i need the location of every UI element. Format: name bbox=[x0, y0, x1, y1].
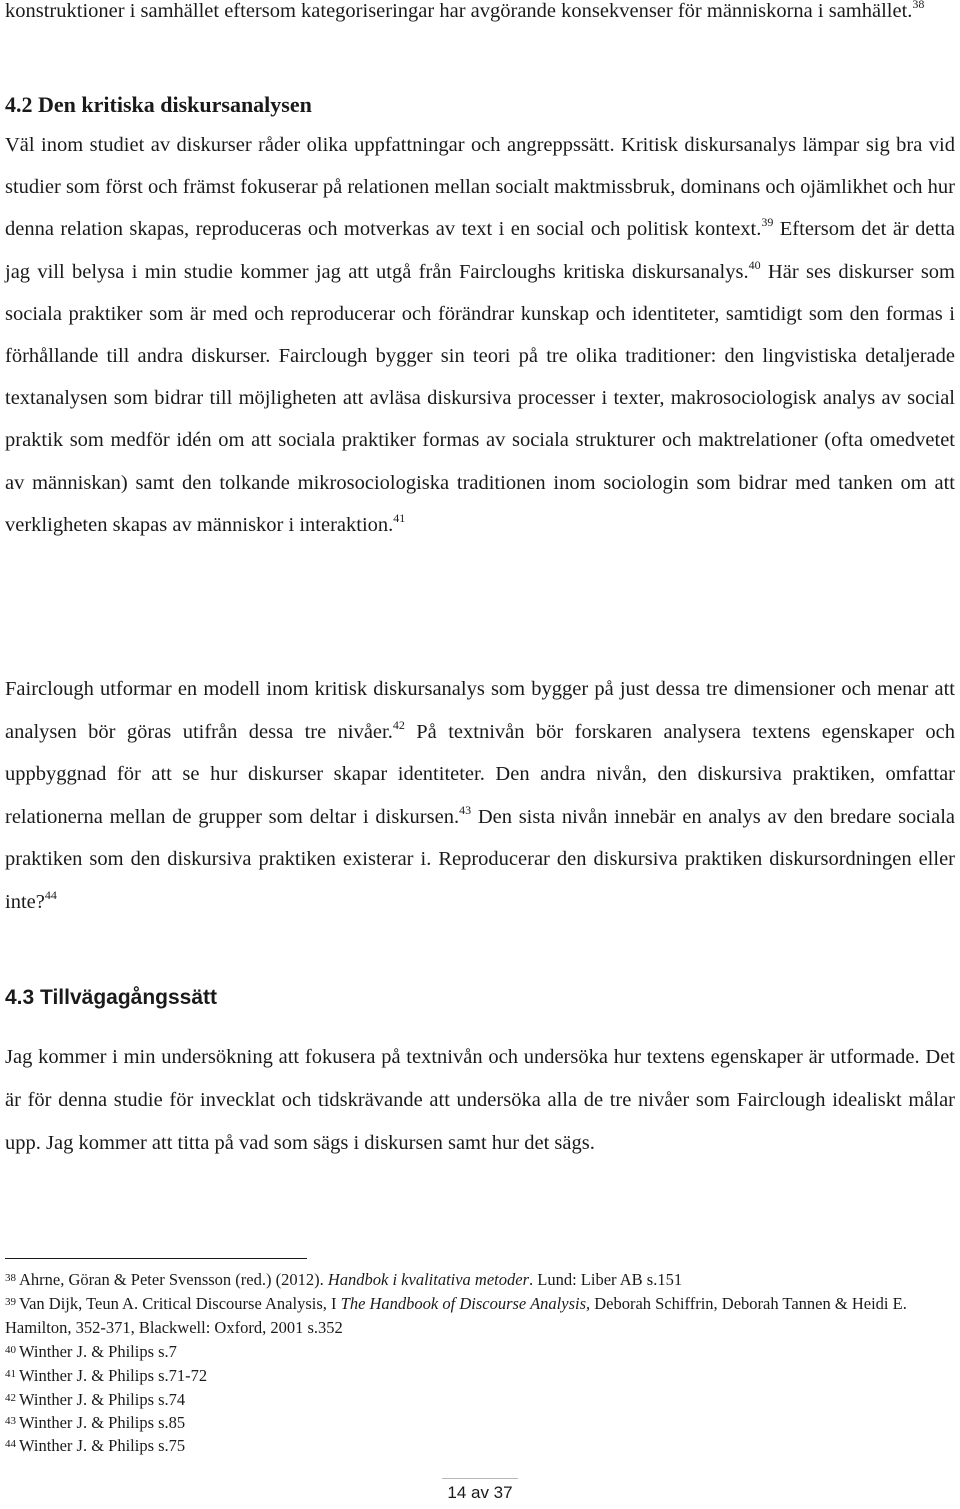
paragraph-intro bbox=[5, 0, 955, 32]
footnote-ref: 44 bbox=[44, 887, 57, 902]
paragraph-text: Den sista nivån innebär en analys av den bredare sociala praktiken som den diskursiva praktiken existerar i. Reproducerar den diskursiva praktiken diskursordningen eller inte? bbox=[5, 805, 955, 913]
footnote-text: Winther J. & Philips s.7 bbox=[19, 1342, 177, 1361]
paragraph-text: Väl inom studiet av diskurser råder olika uppfattningar och angreppssätt. Kritisk diskursanalys lämpar sig bra vid studier som först och främst fokuserar på relationen mellan socialt maktmissbruk, dominans och ojämlikhet och hur denna relation skapas, reproduceras och motverkas av text i en social och politisk kontext. bbox=[5, 134, 955, 241]
section-heading-4-2: 4.2 Den kritiska diskursanalysen bbox=[5, 92, 312, 117]
footnote-ref: 42 bbox=[392, 717, 405, 732]
footnote-ref: 43 bbox=[459, 802, 472, 817]
paragraph-text: På textnivån bör forskaren analysera textens egenskaper och uppbyggnad för att se hur diskurser skapar identiteter. Den andra nivån, den diskursiva praktiken, omfattar relationerna mellan de grupper som deltar i diskursen. bbox=[5, 720, 955, 828]
footnote-text: Ahrne, Göran & Peter Svensson (red.) (2012). bbox=[19, 1270, 328, 1289]
footnote-42 bbox=[5, 1388, 950, 1412]
footnote-text: Van Dijk, Teun A. Critical Discourse Analysis, I bbox=[19, 1294, 341, 1313]
footnote-separator bbox=[5, 1258, 307, 1259]
footnote-ref: 40 bbox=[748, 257, 761, 272]
footnote-number: 42 bbox=[5, 1392, 16, 1404]
footnote-number: 40 bbox=[5, 1344, 16, 1356]
footnote-ref: 38 bbox=[912, 0, 925, 11]
footnote-text: Winther J. & Philips s.75 bbox=[19, 1436, 186, 1455]
footnote-book-title: Handbok i kvalitativa metoder bbox=[327, 1270, 530, 1289]
footnote-number: 44 bbox=[5, 1438, 16, 1450]
footnote-text: Winther J. & Philips s.71-72 bbox=[19, 1366, 208, 1385]
footnote-ref: 39 bbox=[761, 215, 774, 230]
paragraph-text: Fairclough utformar en modell inom kritisk diskursanalys som bygger på just dessa tre dimensioner och menar att analysen bör göras utifrån dessa tre nivåer. bbox=[5, 678, 955, 743]
page-number: 14 av 37 bbox=[447, 1483, 513, 1502]
page-number-divider bbox=[442, 1478, 518, 1479]
paragraph-text: Eftersom det är detta jag vill belysa i min studie kommer jag att utgå från Faircloughs kritiska diskursanalys. bbox=[5, 218, 956, 283]
paragraph-text: Här ses diskurser som sociala praktiker som är med och reproducerar och förändrar kunskap och identiteter, samtidigt som den formas i förhållande till andra diskurser. Fairclough bygger sin teori på tre olika traditioner: den lingvistiska detaljerade textanalysen som bidrar till möjligheten att avläsa diskursiva processer i texter, makrosociologisk analys av social praktik som medför idén om att sociala praktiker formas av sociala strukturer och maktrelationer (ofta omedvetet av människan) samt den tolkande mikrosociologiska traditionen inom sociologin som bidrar med tanken om att verkligheten skapas av människor i interaktion. bbox=[5, 260, 955, 536]
footnote-44 bbox=[5, 1434, 950, 1458]
paragraph-method: Jag kommer i min undersökning att fokusera på textnivån och undersöka hur textens egenskaper är utformade. Det är för denna studie för invecklat och tidskrävande att undersöka alla de tre nivåer som Fairclough idealiskt målar upp. Jag kommer att titta på vad som sägs i diskursen samt hur det sägs. bbox=[5, 1046, 955, 1154]
footnote-38 bbox=[5, 1268, 950, 1292]
footnote-text: Winther J. & Philips s.85 bbox=[19, 1413, 186, 1432]
footnote-number: 43 bbox=[5, 1415, 16, 1427]
footnote-41 bbox=[5, 1364, 950, 1388]
footnote-number: 39 bbox=[5, 1296, 16, 1308]
paragraph-critical-discourse bbox=[5, 124, 955, 546]
footnote-text: Deborah Schiffrin, Deborah Tannen & Heidi E. Hamilton, 352-371, Blackwell: Oxford, 2001 s.352 bbox=[5, 1294, 907, 1337]
footnote-text: Winther J. & Philips s.74 bbox=[19, 1390, 186, 1409]
footnote-40 bbox=[5, 1340, 950, 1364]
footnote-book-title: The Handbook of Discourse Analysis, bbox=[340, 1294, 591, 1313]
paragraph-text: konstruktioner i samhället eftersom kategoriseringar har avgörande konsekvenser för människorna i samhället. bbox=[5, 0, 913, 22]
footnote-text: . Lund: Liber AB s.151 bbox=[529, 1270, 683, 1289]
paragraph-fairclough-model bbox=[5, 668, 955, 923]
footnote-43 bbox=[5, 1411, 950, 1435]
footnote-number: 38 bbox=[5, 1272, 16, 1284]
footnote-number: 41 bbox=[5, 1368, 16, 1380]
section-heading-4-3: 4.3 Tillvägagångssätt bbox=[5, 986, 218, 1009]
footnote-39 bbox=[5, 1292, 950, 1340]
footnote-ref: 41 bbox=[393, 510, 406, 525]
